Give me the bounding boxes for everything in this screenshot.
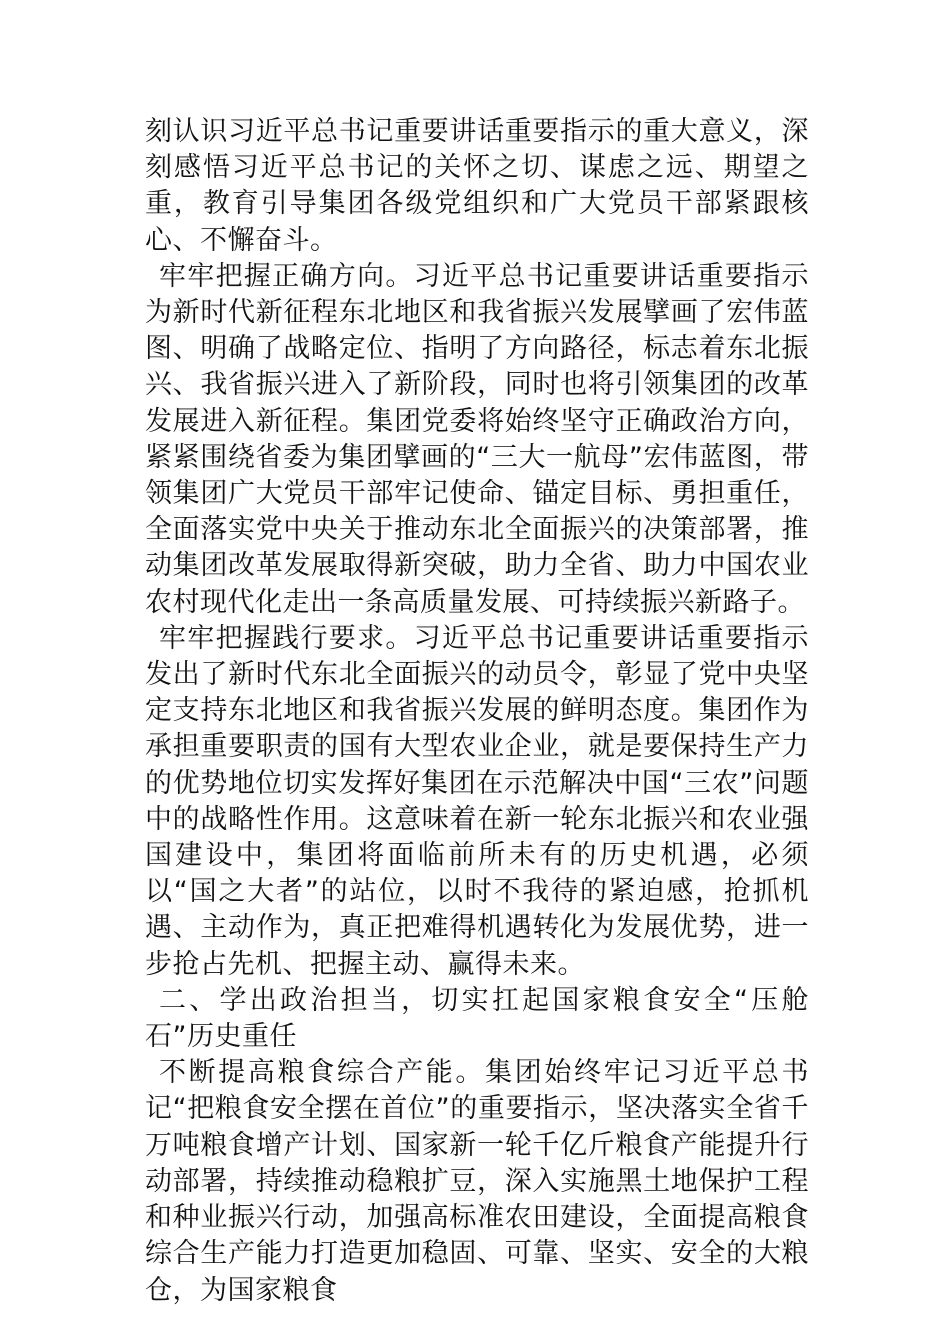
paragraph-practice-requirements: 牢牢把握践行要求。习近平总书记重要讲话重要指示发出了新时代东北全面振兴的动员令，彰显了党中央坚定支持东北地区和我省振兴发展的鲜明态度。集团作为承担重要职责的国有大型农业企业，就是要保持生产力的优势地位切实发挥好集团在示范解决中国“三农”问题中的战略性作用。这意味着在新一轮东北振兴和农业强国建设中，集团将面临前所未有的历史机遇，必须以“国之大者”的站位，以时不我待的紧迫感，抢抓机遇、主动作为，真正把难得机遇转化为发展优势，进一步抢占先机、把握主动、赢得未来。 bbox=[145, 622, 809, 980]
paragraph-grain-capacity: 不断提高粮食综合产能。集团始终牢记习近平总书记“把粮食安全摆在首位”的重要指示，坚决落实全省千万吨粮食增产计划、国家新一轮千亿斤粮食产能提升行动部署，持续推动稳粮扩豆，深入实施黑土地保护工程和种业振兴行动，加强高标准农田建设，全面提高粮食综合生产能力打造更加稳固、可靠、坚实、安全的大粮仓，为国家粮食 bbox=[145, 1057, 809, 1306]
paragraph-continuation: 刻认识习近平总书记重要讲话重要指示的重大意义，深刻感悟习近平总书记的关怀之切、谋虑之远、期望之重，教育引导集团各级党组织和广大党员干部紧跟核心、不懈奋斗。 bbox=[145, 116, 809, 256]
paragraph-correct-direction: 牢牢把握正确方向。习近平总书记重要讲话重要指示为新时代新征程东北地区和我省振兴发展擘画了宏伟蓝图、明确了战略定位、指明了方向路径，标志着东北振兴、我省振兴进入了新阶段，同时也将引领集团的改革发展进入新征程。集团党委将始终坚守正确政治方向，紧紧围绕省委为集团擘画的“三大一航母”宏伟蓝图，带领集团广大党员干部牢记使命、锚定目标、勇担重任，全面落实党中央关于推动东北全面振兴的决策部署，推动集团改革发展取得新突破，助力全省、助力中国农业农村现代化走出一条高质量发展、可持续振兴新路子。 bbox=[145, 260, 809, 618]
section-heading: 二、学出政治担当，切实扛起国家粮食安全“压舱石”历史重任 bbox=[145, 984, 809, 1053]
document-page bbox=[145, 114, 809, 1309]
